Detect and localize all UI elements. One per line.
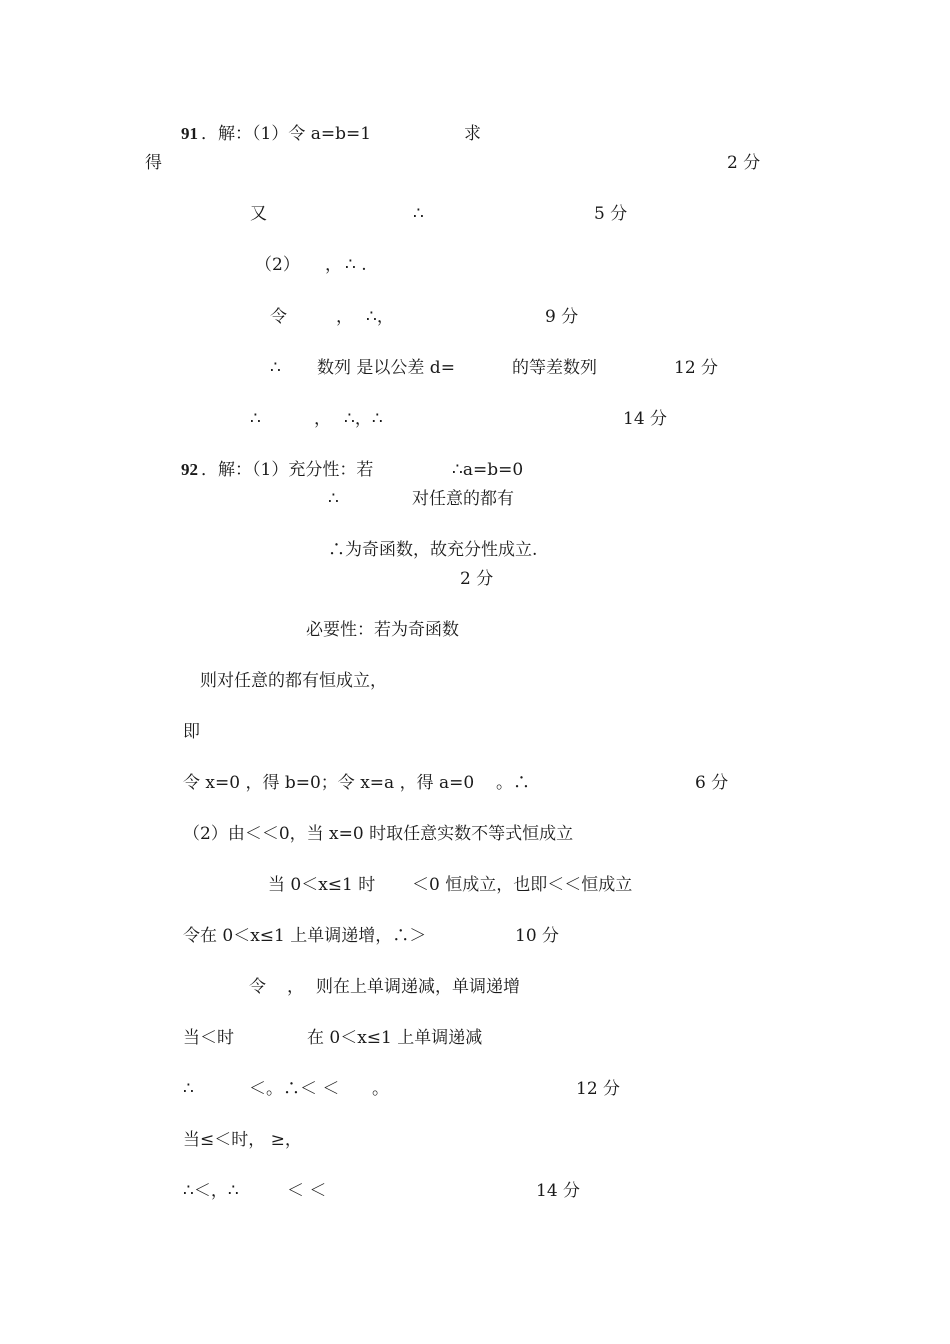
q92-line13-end: 。 [372, 1079, 389, 1099]
q92-line7: 令 x=0 ，得 b=0；令 x=a ，得 a=0 [183, 773, 475, 793]
q92-line7-therefore: 。∴ [496, 773, 530, 793]
q92-ji: 即 [183, 722, 200, 742]
q91-line6-therefore: ∴ [250, 409, 261, 429]
q92-line2-therefore: ∴ [328, 489, 339, 509]
q91-line5-therefore: ∴ [270, 358, 281, 378]
q92-line2-text: 对任意的都有 [412, 489, 514, 509]
q91-you: 又 [250, 204, 267, 224]
q92-line15b: ＜ ＜ [287, 1181, 327, 1201]
q91-ling-therefore: ∴， [366, 307, 394, 327]
q91-part2-therefore: ∴ . [345, 255, 367, 275]
q92-line9b: ＜0 恒成立，也即＜＜恒成立 [412, 875, 633, 895]
question-number-91: 91 [181, 124, 198, 143]
q91-score-12: 12 分 [674, 358, 719, 378]
q92-line13-therefore: ∴ [183, 1079, 194, 1099]
q91-ling-comma: ， [336, 307, 353, 327]
q92-score-10: 10 分 [515, 926, 560, 946]
q92-line10: 令在 0＜x≤1 上单调递增，∴＞ [183, 926, 427, 946]
q91-therefore-1: ∴ [413, 204, 424, 224]
q92-score-6: 6 分 [695, 773, 729, 793]
q92-intro: ．解：（1）充分性：若 [201, 460, 374, 480]
q92-line5: 则对任意的都有恒成立， [200, 671, 387, 691]
q92-line14: 当≤＜时， ≥， [183, 1130, 302, 1150]
q91-ling: 令 [270, 307, 287, 327]
q92-line11-comma: ， [287, 977, 304, 997]
q91-part2-label: （2） [255, 255, 300, 275]
q92-necessity: 必要性：若为奇函数 [306, 620, 459, 640]
q91-line6-tail: ∴，∴ [344, 409, 383, 429]
q92-line15a: ∴＜，∴ [183, 1181, 239, 1201]
q92-score-14: 14 分 [536, 1181, 581, 1201]
question-number-92: 92 [181, 460, 198, 479]
q91-line6-comma: ， [314, 409, 331, 429]
q91-score-9: 9 分 [545, 307, 579, 327]
q92-part2: （2）由＜＜0，当 x=0 时取任意实数不等式恒成立 [183, 824, 574, 844]
q91-score-5: 5 分 [594, 204, 628, 224]
q91-score-14: 14 分 [623, 409, 668, 429]
q92-score-2: 2 分 [460, 569, 494, 589]
q92-line13-mid: ＜。∴＜ ＜ [249, 1079, 340, 1099]
q92-line9a: 当 0＜x≤1 时 [268, 875, 376, 895]
q91-part2-comma: ， [325, 255, 342, 275]
q91-qiu: 求 [464, 124, 481, 144]
q91-de: 得 [145, 153, 162, 173]
q92-score-12: 12 分 [576, 1079, 621, 1099]
q92-line11-text: 则在上单调递减，单调递增 [316, 977, 520, 997]
q91-intro: ．解：（1）令 a=b=1 [201, 124, 372, 144]
q92-line3: ∴为奇函数，故充分性成立. [328, 540, 538, 560]
q91-line5-text: 数列 是以公差 d= [317, 358, 455, 378]
q92-line12a: 当＜时 [183, 1028, 234, 1048]
q92-intro-tail: ∴a=b=0 [452, 460, 524, 480]
q91-line5-text2: 的等差数列 [512, 358, 597, 378]
q92-line11-ling: 令 [249, 977, 266, 997]
q91-score-2: 2 分 [727, 153, 761, 173]
q92-line12b: 在 0＜x≤1 上单调递减 [307, 1028, 483, 1048]
